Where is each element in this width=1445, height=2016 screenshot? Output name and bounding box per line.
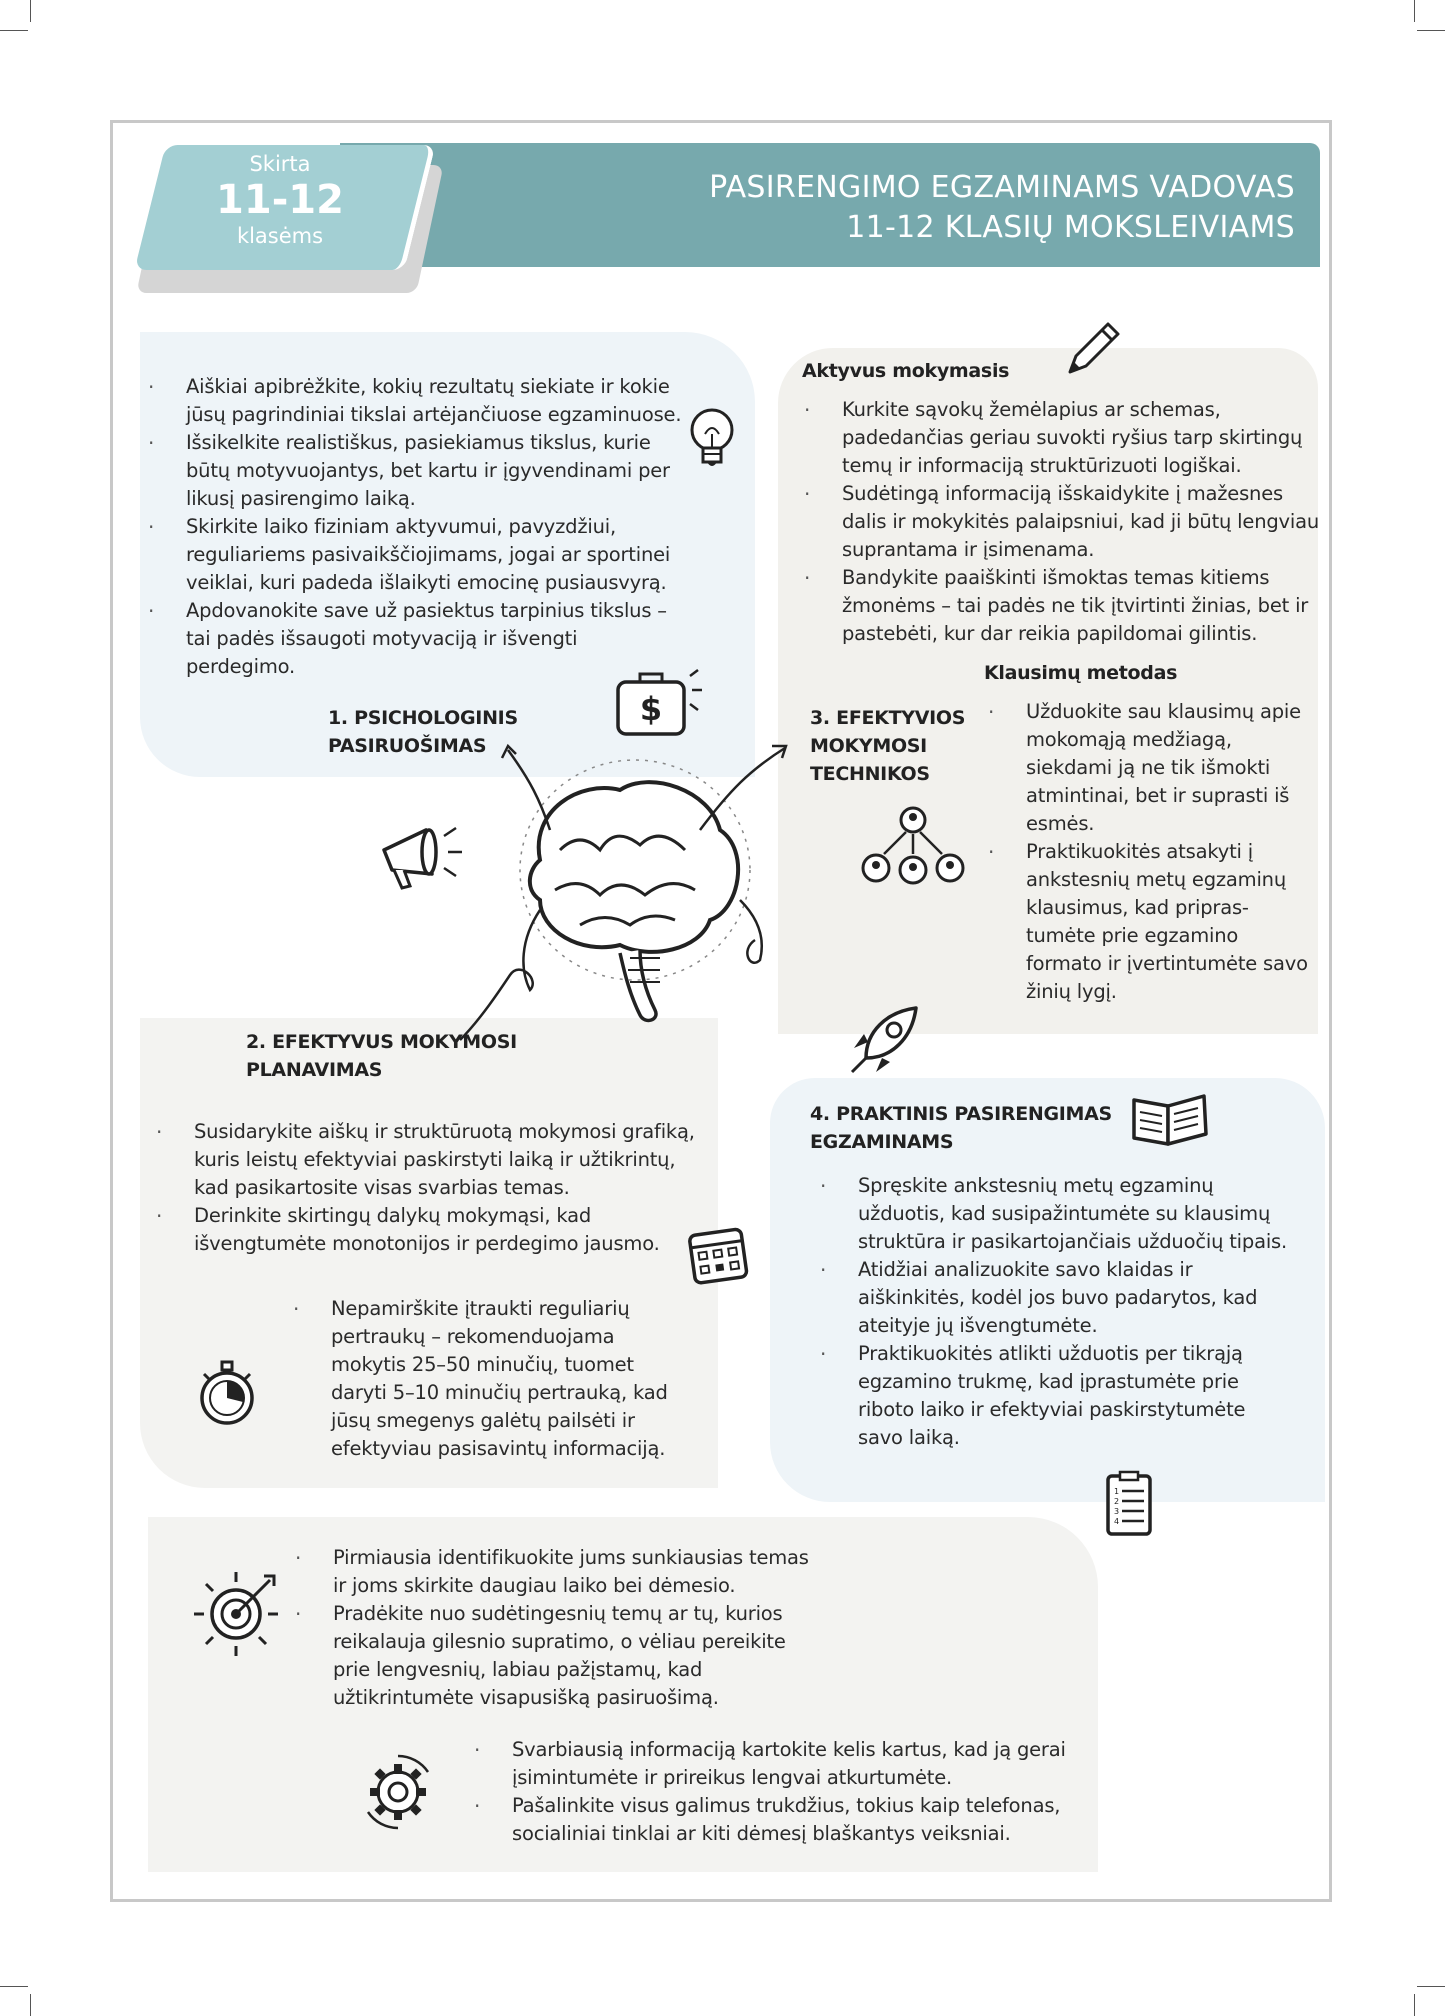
- svg-text:$: $: [639, 690, 663, 728]
- crop-mark: [30, 1994, 31, 2016]
- svg-text:3: 3: [1114, 1507, 1120, 1516]
- svg-text:4: 4: [1114, 1517, 1120, 1526]
- list-item: · Praktikuokitės atsakyti į ankstesnių metų egzaminų klausimus, kad pripras-tumėte prie egzamino formato ir įvertintumėte savo žinių lygį.: [988, 838, 1308, 1006]
- list-item: · Išsikelkite realistiškus, pasiekiamus tikslus, kurie būtų motyvuojantys, bet kartu ir įgyvendinami per likusį pasirengimo laiką.: [148, 429, 688, 513]
- active-learning-title: Aktyvus mokymasis: [802, 360, 1010, 382]
- psychological-list: [148, 373, 688, 681]
- section-4-heading: [810, 1100, 1112, 1156]
- heading-line: TECHNIKOS: [810, 763, 930, 785]
- lightbulb-icon: [688, 404, 736, 484]
- crop-mark: [0, 30, 28, 31]
- calendar-icon: [686, 1222, 752, 1288]
- header-badge-text: [190, 150, 370, 268]
- section-3-heading: [810, 704, 965, 788]
- stopwatch-icon: [196, 1356, 258, 1428]
- crop-mark: [1417, 1986, 1445, 1987]
- badge-top: Skirta: [249, 152, 311, 176]
- heading-line: 1. PSICHOLOGINIS: [328, 707, 518, 729]
- heading-line: MOKYMOSI: [810, 735, 927, 757]
- title-line-2: 11-12 KLASIŲ MOKSLEIVIAMS: [846, 210, 1295, 245]
- crop-mark: [1417, 30, 1445, 31]
- list-item: · Sudėtingą informaciją išskaidykite į mažesnes dalis ir mokykitės palaipsniui, kad ji būtų lengviau suprantama ir įsimenama.: [804, 480, 1324, 564]
- list-item: · Nepamirškite įtraukti reguliarių pertraukų – rekomenduojama mokytis 25–50 minučių, tuomet daryti 5–10 minučių pertrauką, kad jūsų smegenys galėtų pailsėti ir efektyviau pasisavintų informaciją.: [293, 1295, 693, 1463]
- crop-mark: [0, 1986, 28, 1987]
- crop-mark: [1414, 0, 1415, 22]
- list-item: · Spręskite ankstesnių metų egzaminų užduotis, kad susipažintumėte su klausimų struktūra ir pasikartojančiais užduočių tipais.: [820, 1172, 1290, 1256]
- practice-list: [820, 1172, 1290, 1452]
- crop-mark: [1414, 1994, 1415, 2016]
- checklist-icon: [1104, 1470, 1154, 1538]
- gear-icon: [358, 1752, 438, 1832]
- book-icon: [1130, 1090, 1210, 1150]
- heading-line: 2. EFEKTYVUS MOKYMOSI: [246, 1031, 517, 1053]
- title-line-1: PASIRENGIMO EGZAMINAMS VADOVAS: [709, 170, 1295, 205]
- crop-mark: [30, 0, 31, 22]
- questions-method-title: Klausimų metodas: [984, 662, 1178, 684]
- badge-bottom: klasėms: [236, 224, 324, 248]
- rocket-icon: [846, 1002, 922, 1078]
- focus-list: [474, 1736, 1094, 1848]
- list-item: · Susidarykite aiškų ir struktūruotą mokymosi grafiką, kuris leistų efektyviai paskirstyti laiką ir užtikrintų, kad pasikartosite visas svarbias temas.: [156, 1118, 696, 1202]
- list-item: · Bandykite paaiškinti išmoktas temas kitiems žmonėms – tai padės ne tik įtvirtinti žinias, bet ir pastebėti, kur dar reikia papildomai gilintis.: [804, 564, 1324, 648]
- heading-line: PASIRUOŠIMAS: [328, 735, 487, 757]
- megaphone-icon: [378, 812, 468, 896]
- list-item: · Skirkite laiko fiziniam aktyvumui, pavyzdžiui, reguliariems pasivaikščiojimams, jogai ar sportinei veiklai, kuri padeda išlaikyti emocinę pusiausvyrą.: [148, 513, 688, 597]
- heading-line: 3. EFEKTYVIOS: [810, 707, 966, 729]
- arrow-icon: [500, 740, 790, 1070]
- list-item: · Praktikuokitės atlikti užduotis per tikrąją egzamino trukmę, kad įprastumėte prie riboto laiko ir efektyviai paskirstytumėte savo laiką.: [820, 1340, 1290, 1452]
- priority-list: [295, 1544, 815, 1712]
- pencil-icon: [1062, 318, 1124, 380]
- questions-method-list: [988, 698, 1308, 1006]
- heading-line: 4. PRAKTINIS PASIRENGIMAS: [810, 1103, 1112, 1125]
- list-item: · Užduokite sau klausimų apie mokomąją medžiagą, siekdami ją ne tik išmokti atmintinai, bet ir suprasti iš esmės.: [988, 698, 1308, 838]
- breaks-list: [293, 1295, 693, 1463]
- list-item: · Derinkite skirtingų dalykų mokymąsi, kad išvengtumėte monotonijos ir perdegimo jausmo.: [156, 1202, 696, 1258]
- svg-text:2: 2: [1114, 1497, 1120, 1506]
- active-learning-list: [804, 396, 1324, 648]
- section-1-heading: [328, 704, 518, 760]
- list-item: · Atidžiai analizuokite savo klaidas ir aiškinkitės, kodėl jos buvo padarytos, kad ateityje jų išvengtumėte.: [820, 1256, 1290, 1340]
- people-network-icon: [858, 806, 968, 888]
- list-item: · Aiškiai apibrėžkite, kokių rezultatų siekiate ir kokie jūsų pagrindiniai tikslai artėjančiuose egzaminuose.: [148, 373, 688, 429]
- heading-line: PLANAVIMAS: [246, 1059, 383, 1081]
- planning-list: [156, 1118, 696, 1258]
- svg-text:1: 1: [1114, 1487, 1120, 1496]
- list-item: · Pašalinkite visus galimus trukdžius, tokius kaip telefonas, socialiniai tinklai ar kiti dėmesį blaškantys veiksniai.: [474, 1792, 1094, 1848]
- list-item: · Apdovanokite save už pasiektus tarpinius tikslus – tai padės išsaugoti motyvaciją ir išvengti perdegimo.: [148, 597, 688, 681]
- list-item: · Svarbiausią informaciją kartokite kelis kartus, kad ją gerai įsimintumėte ir prireikus lengvai atkurtumėte.: [474, 1736, 1094, 1792]
- list-item: · Kurkite sąvokų žemėlapius ar schemas, padedančias geriau suvokti ryšius tarp skirtingų temų ir informaciją struktūrizuoti logiškai.: [804, 396, 1324, 480]
- list-item: · Pirmiausia identifikuokite jums sunkiausias temas ir joms skirkite daugiau laiko bei dėmesio.: [295, 1544, 815, 1600]
- list-item: · Pradėkite nuo sudėtingesnių temų ar tų, kurios reikalauja gilesnio supratimo, o vėliau pereikite prie lengvesnių, labiau pažįstamų, kad užtikrintumėte visapusišką pasiruošimą.: [295, 1600, 815, 1712]
- heading-line: EGZAMINAMS: [810, 1131, 954, 1153]
- page-title: [560, 168, 1295, 248]
- section-2-heading: [246, 1028, 517, 1084]
- briefcase-dollar-icon: [604, 668, 704, 740]
- badge-grades: 11-12: [216, 177, 344, 223]
- target-icon: [190, 1564, 286, 1660]
